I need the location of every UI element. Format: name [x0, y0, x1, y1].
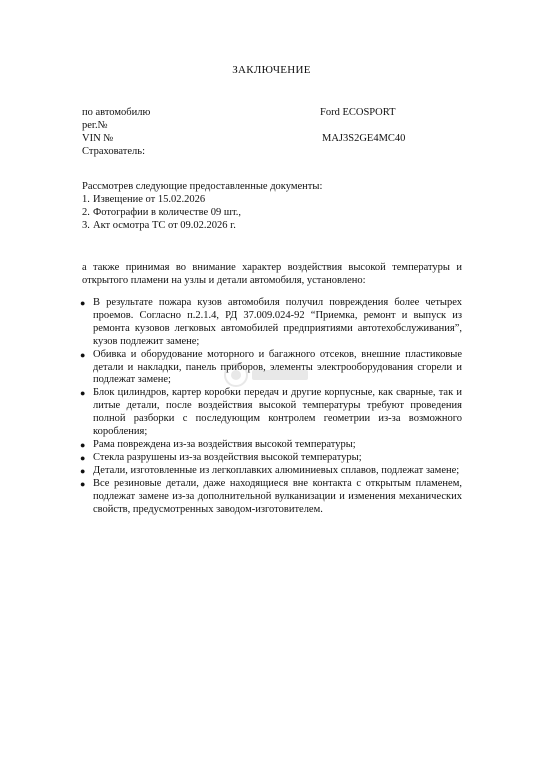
intro-text: Рассмотрев следующие предоставленные документы:: [82, 181, 323, 192]
finding-text: Блок цилиндров, картер коробки передач и другие корпусные, как сварные, так и литые детали, после воздействия высокой температуры требуют проведения полной разборки с последующим контролем геометрии из-за возможного коробления;: [93, 387, 462, 438]
documents-list-item: [82, 219, 241, 232]
documents-list-item: [82, 193, 241, 206]
finding-item: [80, 439, 462, 452]
list-text: Фотографии в количестве 09 шт.,: [93, 207, 242, 218]
bullet-icon: ●: [80, 478, 86, 489]
reg-label: рег.№: [82, 120, 108, 131]
list-text: Акт осмотра ТС от 09.02.2026 г.: [93, 220, 236, 231]
finding-text: Детали, изготовленные из легкоплавких алюминиевых сплавов, подлежат замене;: [93, 464, 460, 476]
bullet-icon: ●: [80, 349, 86, 360]
vin-value: MAJ3S2GE4MC40: [322, 133, 406, 144]
list-text: Извещение от 15.02.2026: [93, 194, 206, 205]
finding-text: В результате пожара кузов автомобиля получил повреждения более четырех проемов. Согласно п.2.1.4, РД 37.009.024-92 “Приемка, ремонт и выпуск из ремонта кузовов легковых автомобилей предприятиями автотехобслуживания”, кузов подлежит замене;: [93, 297, 462, 347]
bullet-icon: ●: [80, 465, 86, 476]
considering-paragraph: а также принимая во внимание характер воздействия высокой температуры и открытого пламени на узлы и детали автомобиля, установлено:: [82, 262, 462, 286]
findings-list: [80, 297, 462, 517]
car-label: по автомобилю: [82, 107, 151, 118]
insurer-label: Страхователь:: [82, 146, 145, 157]
bullet-icon: ●: [80, 439, 86, 450]
finding-item: [80, 452, 462, 465]
finding-text: Все резиновые детали, даже находящиеся вне контакта с открытым пламенем, подлежат замене из-за дополнительной вулканизации и изменения механических свойств, предусмотренных заводом-изготовителем.: [93, 477, 462, 515]
finding-item: [80, 465, 462, 478]
finding-text: Рама повреждена из-за воздействия высокой температуры;: [93, 438, 356, 450]
bullet-icon: ●: [80, 452, 86, 463]
vin-label: VIN №: [82, 133, 114, 144]
finding-item: [80, 478, 462, 517]
documents-list-item: [82, 206, 241, 219]
car-value: Ford ECOSPORT: [320, 107, 396, 118]
list-number: 1.: [82, 194, 90, 205]
finding-item: [80, 387, 462, 439]
documents-list: [82, 193, 241, 232]
list-number: 3.: [82, 220, 90, 231]
finding-text: Стекла разрушены из-за воздействия высокой температуры;: [93, 451, 362, 463]
finding-item: [80, 297, 462, 349]
finding-item: [80, 349, 462, 388]
finding-text: Обивка и оборудование моторного и багажного отсеков, внешние пластиковые детали и накладки, панель приборов, элементы электрооборудования сгорели и подлежат замене;: [93, 348, 462, 386]
list-number: 2.: [82, 207, 90, 218]
bullet-icon: ●: [80, 298, 86, 308]
bullet-icon: ●: [80, 388, 86, 399]
document-title: ЗАКЛЮЧЕНИЕ: [232, 64, 311, 76]
